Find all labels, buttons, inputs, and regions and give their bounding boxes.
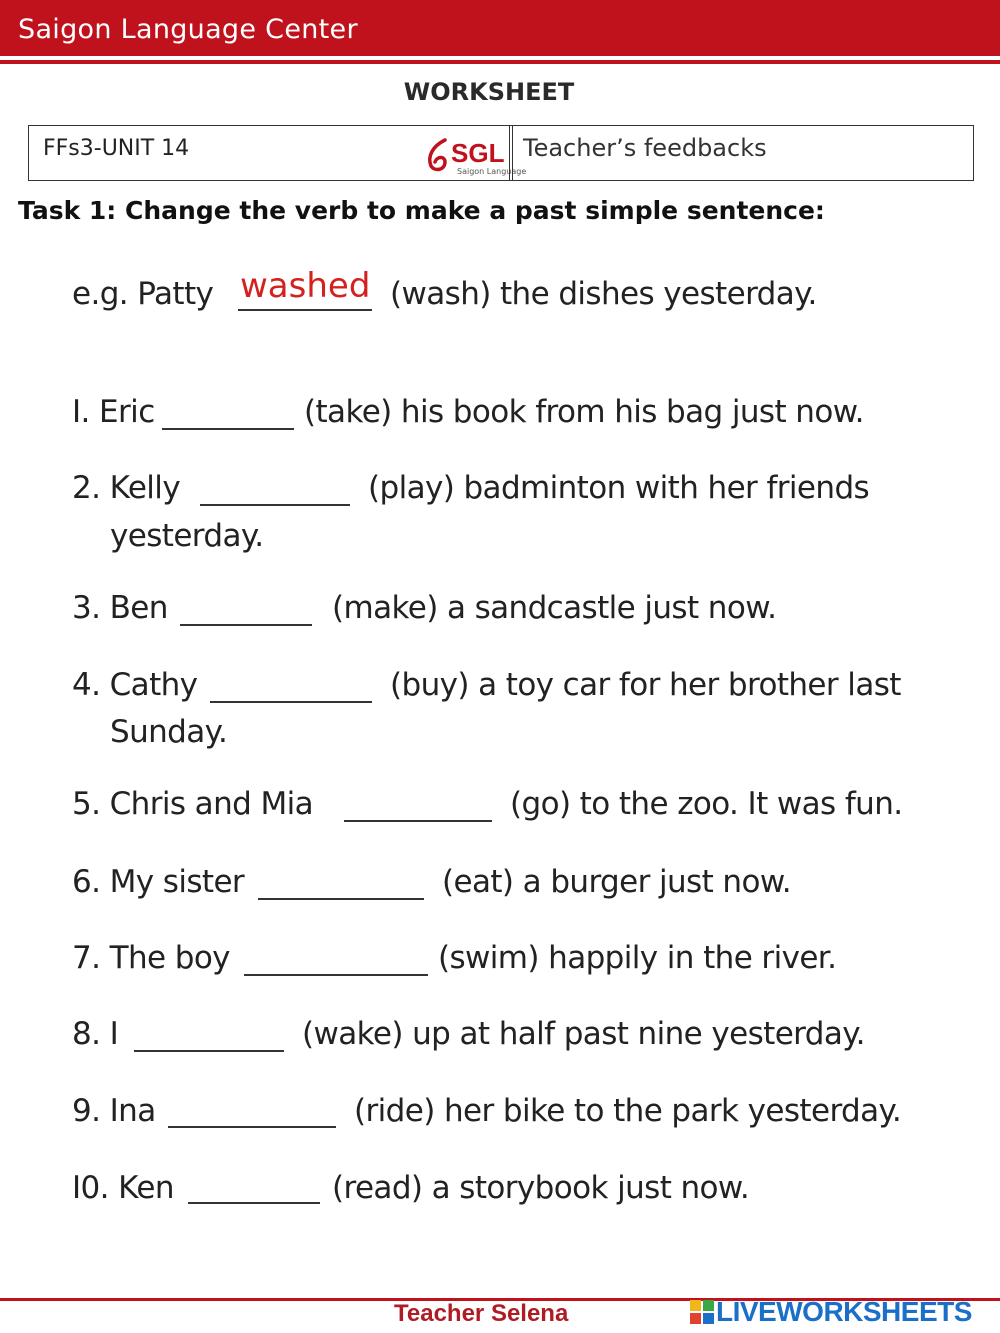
item-9-before: 9. Ina [72,1093,156,1129]
example-before: e.g. Patty [72,276,214,312]
item-8-after: (wake) up at half past nine yesterday. [302,1016,865,1052]
task-title: Task 1: Change the verb to make a past simple sentence: [18,196,825,225]
item-7-before: 7. The boy [72,940,230,976]
item-10-blank[interactable] [188,1202,320,1204]
item-5-after: (go) to the zoo. It was fun. [510,786,903,822]
header-bar [0,0,1000,56]
item-8-before: 8. I [72,1016,119,1052]
header-rule [0,60,1000,64]
item-4-before: 4. Cathy [72,667,198,703]
liveworksheets-blocks-icon [690,1300,714,1324]
teacher-name: Teacher Selena [394,1300,569,1327]
worksheet-title: WORKSHEET [403,78,575,106]
item-1-blank[interactable] [162,428,294,430]
sgl-logo [421,132,527,178]
item-8-blank[interactable] [134,1050,284,1052]
item-7-blank[interactable] [244,974,428,976]
logo-subtext: Saigon Language [457,167,527,176]
sgl-swoosh-icon [423,136,453,176]
info-divider [509,126,513,180]
item-5-before: 5. Chris and Mia [72,786,314,822]
item-5-blank[interactable] [344,820,492,822]
feedback-label: Teacher’s feedbacks [523,134,767,162]
item-9-blank[interactable] [168,1126,336,1128]
item-3-after: (make) a sandcastle just now. [332,590,777,626]
item-6-blank[interactable] [258,898,424,900]
item-1-after: (take) his book from his bag just now. [304,394,864,430]
logo-text: SGL [451,138,505,168]
center-name: Saigon Language Center [18,14,358,45]
item-4-blank[interactable] [210,701,372,703]
item-2-after: (play) badminton with her friends [368,470,870,506]
item-4-after: (buy) a toy car for her brother last [390,667,901,703]
unit-label: FFs3-UNIT 14 [43,136,190,161]
item-4-continuation: Sunday. [110,714,228,750]
item-9-after: (ride) her bike to the park yesterday. [354,1093,902,1129]
liveworksheets-brand: LIVEWORKSHEETS [716,1296,972,1327]
item-6-before: 6. My sister [72,864,245,900]
item-10-before: I0. Ken [72,1170,174,1206]
item-3-blank[interactable] [180,624,312,626]
item-10-after: (read) a storybook just now. [332,1170,750,1206]
example-blank-line [238,309,372,311]
item-7-after: (swim) happily in the river. [438,940,837,976]
example-answer: washed [240,266,371,306]
item-1-before: I. Eric [72,394,155,430]
example-after: (wash) the dishes yesterday. [390,276,817,312]
item-2-blank[interactable] [200,504,350,506]
item-3-before: 3. Ben [72,590,168,626]
item-2-continuation: yesterday. [110,518,264,554]
item-2-before: 2. Kelly [72,470,181,506]
info-box [28,125,974,181]
item-6-after: (eat) a burger just now. [442,864,791,900]
